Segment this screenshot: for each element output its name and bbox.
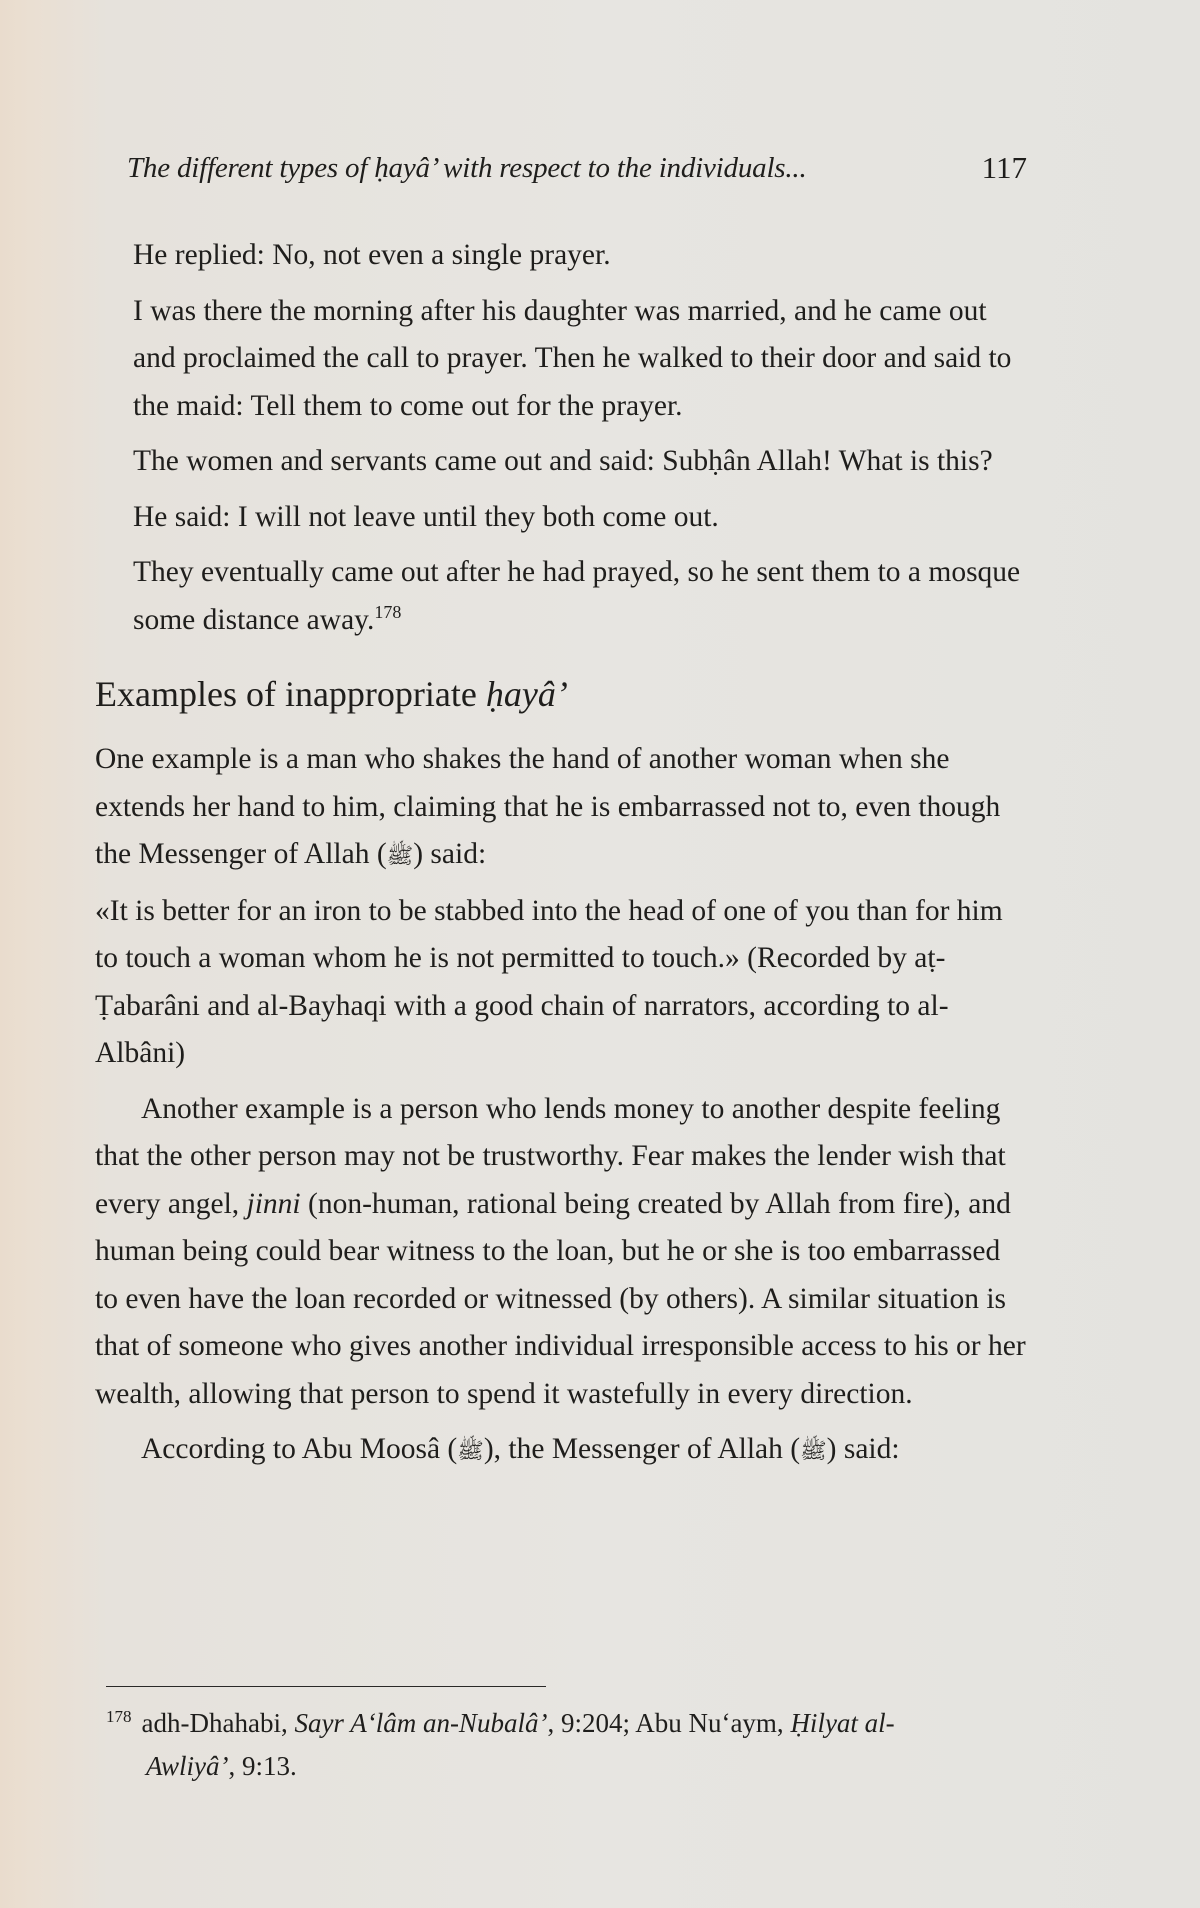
footnote-number: 178 — [106, 1707, 132, 1726]
page-body — [95, 232, 1030, 1483]
honorific-icon: ﷺ — [800, 1438, 827, 1463]
paragraph-text: ) said: — [413, 838, 487, 870]
footnote-title: Awliyâ’ — [146, 1751, 229, 1781]
paragraph: The women and servants came out and said: Subḥân Allah! What is this? — [133, 445, 993, 477]
running-title: The different types of ḥayâ’ with respect to the individuals... — [127, 152, 807, 184]
paragraph: He replied: No, not even a single prayer. — [133, 239, 611, 271]
hadith-quote: «It is better for an iron to be stabbed into the head of one of you than for him to touch a woman whom he is not permitted to touch.» (Recorded by aṭ-Ṭabarâni and al-Bayhaqi with a good chain of narrators, according to al-Albâni) — [95, 894, 1003, 1069]
footnote — [106, 1702, 1036, 1788]
paragraph — [95, 1086, 1030, 1419]
paragraph — [95, 1426, 1030, 1475]
paragraph-text: (non-human, rational being created by Allah from fire), and human being could bear witness to the loan, but he or she is too embarrassed to even have the loan recorded or witnessed (by others). A similar situation is that of someone who gives another individual irresponsible access to his or her wealth, allowing that person to spend it wastefully in every direction. — [95, 1187, 1026, 1410]
section-heading-text: Examples of inappropriate — [95, 674, 486, 714]
paragraph-text: ), the Messenger of Allah ( — [483, 1433, 801, 1465]
page-header — [127, 142, 1027, 194]
paragraph — [95, 549, 1030, 644]
paragraph: He said: I will not leave until they both come out. — [133, 500, 719, 533]
paragraph: I was there the morning after his daughter was married, and he came out and proclaimed the call to prayer. Then he walked to their door and said to the maid: Tell them to come out for the prayer. — [133, 294, 1012, 422]
footnote-title: Ḥilyat al- — [790, 1708, 895, 1738]
paragraph-text: According to Abu Moosâ ( — [141, 1433, 458, 1465]
paragraph-text: They eventually came out after he had prayed, so he sent them to a mosque some distance away. — [133, 556, 1021, 636]
footnote-text: adh-Dhahabi, — [141, 1708, 295, 1738]
footnote-continuation — [106, 1745, 1036, 1788]
paragraph-text: ) said: — [826, 1433, 900, 1465]
paragraph — [95, 736, 1030, 880]
footnote-divider — [106, 1686, 546, 1687]
honorific-icon: ﷺ — [386, 843, 414, 868]
italic-term: jinni — [246, 1187, 301, 1220]
section-heading-term: ḥayâ’ — [485, 674, 568, 714]
footnote-reference: 178 — [374, 601, 402, 622]
section-heading — [95, 672, 1030, 716]
footnote-text: , 9:204; Abu Nu‘aym, — [547, 1708, 791, 1738]
footnote-title: Sayr A‘lâm an-Nubalâ’ — [294, 1708, 548, 1738]
paragraph-text: One example is a man who shakes the hand of another woman when she extends her hand to him, claiming that he is embarrassed not to, even though the Messenger of Allah ( — [95, 743, 1001, 870]
footnote-text: , 9:13. — [228, 1751, 297, 1781]
paragraph-text: Another example is a person who lends money to another despite feeling that the other person may not be trustworthy. Fear makes the lender wish that every angel, — [95, 1092, 1006, 1220]
page-number: 117 — [981, 150, 1027, 185]
honorific-icon: ﷺ — [457, 1438, 484, 1463]
